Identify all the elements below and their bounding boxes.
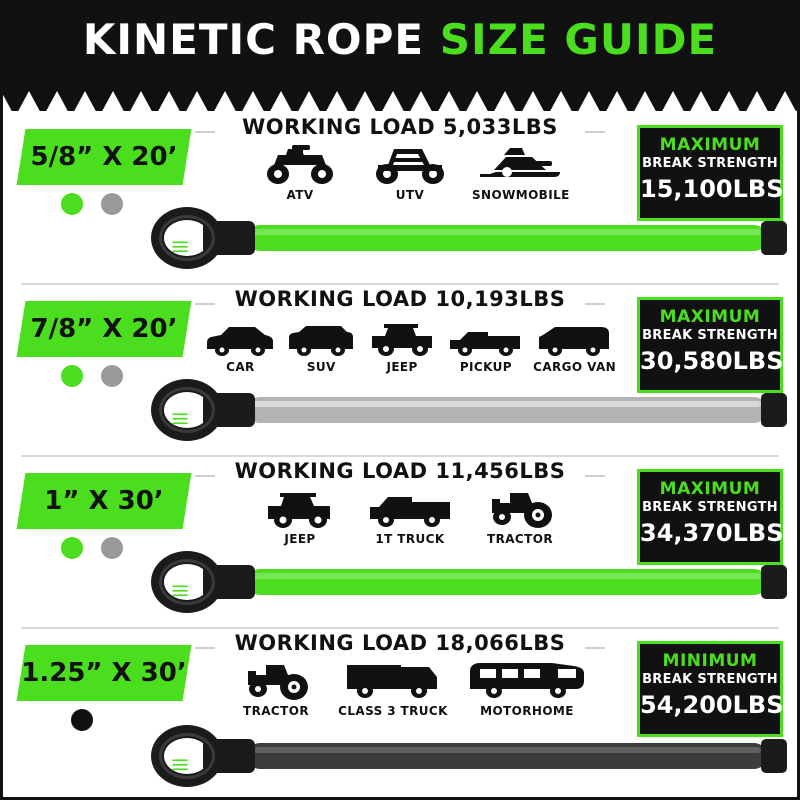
utv-icon [362, 139, 458, 185]
vehicle-item [203, 311, 278, 374]
vehicle-item [284, 311, 359, 374]
vehicle-icon-strip [203, 655, 617, 718]
car-icon [203, 311, 278, 357]
break-strength-value: 30,580LBS [640, 347, 784, 375]
size-label: 5/8” X 20’ [30, 142, 178, 172]
break-strength-qualifier: MINIMUM [662, 651, 758, 671]
color-swatch-green [61, 365, 83, 387]
color-swatch-gray [101, 537, 123, 559]
vehicle-item [532, 311, 617, 374]
break-strength-qualifier: MAXIMUM [659, 479, 761, 499]
working-load-title: WORKING LOAD 18,066LBS [234, 631, 566, 655]
row-divider [21, 455, 779, 457]
rope-highlight [251, 401, 761, 407]
color-swatches [71, 709, 93, 731]
rope-end-cap [761, 393, 787, 427]
title-rule-right [585, 647, 605, 649]
size-row [3, 111, 797, 283]
rope-thread-accent: ||| [170, 412, 188, 426]
snowmobile-icon [472, 139, 568, 185]
color-swatches [61, 365, 123, 387]
size-badge [17, 645, 192, 701]
atv-icon [252, 139, 348, 185]
vehicle-item [446, 311, 527, 374]
working-load-title: WORKING LOAD 5,033LBS [242, 115, 558, 139]
title-rule-left [195, 475, 215, 477]
working-load-title: WORKING LOAD 11,456LBS [234, 459, 566, 483]
vehicle-item [252, 139, 348, 202]
color-swatches [61, 537, 123, 559]
vehicle-item [365, 311, 440, 374]
working-load-title: WORKING LOAD 10,193LBS [234, 287, 566, 311]
color-swatches [61, 193, 123, 215]
vehicle-item [362, 139, 458, 202]
vehicle-label: UTV [395, 188, 425, 202]
size-badge [17, 129, 192, 185]
vehicle-label: JEEP [386, 360, 418, 374]
size-label: 7/8” X 20’ [30, 314, 178, 344]
row-divider [21, 627, 779, 629]
row-divider [21, 283, 779, 285]
break-strength-panel [637, 641, 783, 737]
break-strength-value: 15,100LBS [640, 175, 784, 203]
size-badge [17, 473, 192, 529]
vehicle-icon-strip [203, 139, 617, 202]
rope-graphic [151, 551, 787, 613]
vehicle-item [338, 655, 448, 718]
rope-highlight [251, 573, 761, 579]
title-rule-right [585, 475, 605, 477]
rope-graphic [151, 207, 787, 269]
rope-graphic [151, 379, 787, 441]
vehicle-label: ATV [286, 188, 314, 202]
one-ton-truck-icon [362, 483, 458, 529]
title-rule-left [195, 303, 215, 305]
size-row [3, 283, 797, 455]
size-row [3, 455, 797, 627]
vehicle-label: 1T TRUCK [375, 532, 445, 546]
rope-graphic [151, 725, 787, 787]
title-rule-right [585, 131, 605, 133]
vehicle-label: TRACTOR [243, 704, 309, 718]
vehicle-label: CLASS 3 TRUCK [338, 704, 448, 718]
color-swatch-green [61, 537, 83, 559]
page-title-part-2: SIZE GUIDE [439, 15, 718, 64]
vehicle-label: CAR [226, 360, 255, 374]
motorhome-icon [462, 655, 592, 701]
color-swatch-green [61, 193, 83, 215]
title-rule-right [585, 303, 605, 305]
break-strength-value: 34,370LBS [640, 519, 784, 547]
vehicle-item [472, 139, 568, 202]
jeep-icon [365, 311, 440, 357]
vehicle-label: PICKUP [459, 360, 512, 374]
break-strength-label: BREAK STRENGTH [642, 672, 778, 687]
class-3-truck-icon [338, 655, 448, 701]
title-rule-left [195, 647, 215, 649]
tractor-icon [472, 483, 568, 529]
color-swatch-gray [101, 365, 123, 387]
vehicle-icon-strip [203, 311, 617, 374]
vehicle-icon-strip [203, 483, 617, 546]
size-label: 1” X 30’ [44, 486, 164, 516]
rope-end-cap [761, 221, 787, 255]
rope-end-cap [761, 565, 787, 599]
vehicle-label: SUV [306, 360, 336, 374]
title-rule-left [195, 131, 215, 133]
size-label: 1.25” X 30’ [21, 658, 187, 688]
jeep-icon [252, 483, 348, 529]
break-strength-label: BREAK STRENGTH [642, 500, 778, 515]
vehicle-item [462, 655, 592, 718]
color-swatch-gray [101, 193, 123, 215]
rope-highlight [251, 747, 761, 753]
tractor-icon [228, 655, 324, 701]
vehicle-item [472, 483, 568, 546]
break-strength-qualifier: MAXIMUM [659, 135, 761, 155]
vehicle-label: TRACTOR [487, 532, 553, 546]
vehicle-label: JEEP [284, 532, 316, 546]
size-badge [17, 301, 192, 357]
break-strength-qualifier: MAXIMUM [659, 307, 761, 327]
suv-icon [284, 311, 359, 357]
header-banner [3, 3, 797, 111]
rope-thread-accent: ||| [170, 240, 188, 254]
rope-end-cap [761, 739, 787, 773]
rope-thread-accent: ||| [170, 758, 188, 772]
vehicle-label: MOTORHOME [480, 704, 574, 718]
break-strength-label: BREAK STRENGTH [642, 156, 778, 171]
page-title-part-1: KINETIC ROPE [82, 15, 440, 64]
rope-thread-accent: ||| [170, 584, 188, 598]
vehicle-label: CARGO VAN [533, 360, 617, 374]
color-swatch-black [71, 709, 93, 731]
page-title [3, 17, 797, 63]
break-strength-value: 54,200LBS [640, 691, 784, 719]
break-strength-label: BREAK STRENGTH [642, 328, 778, 343]
vehicle-item [228, 655, 324, 718]
size-row [3, 627, 797, 803]
vehicle-item [362, 483, 458, 546]
vehicle-label: SNOWMOBILE [472, 188, 570, 202]
torn-edge-decoration [3, 83, 797, 111]
pickup-icon [446, 311, 527, 357]
vehicle-item [252, 483, 348, 546]
cargo-van-icon [532, 311, 617, 357]
rope-highlight [251, 229, 761, 235]
